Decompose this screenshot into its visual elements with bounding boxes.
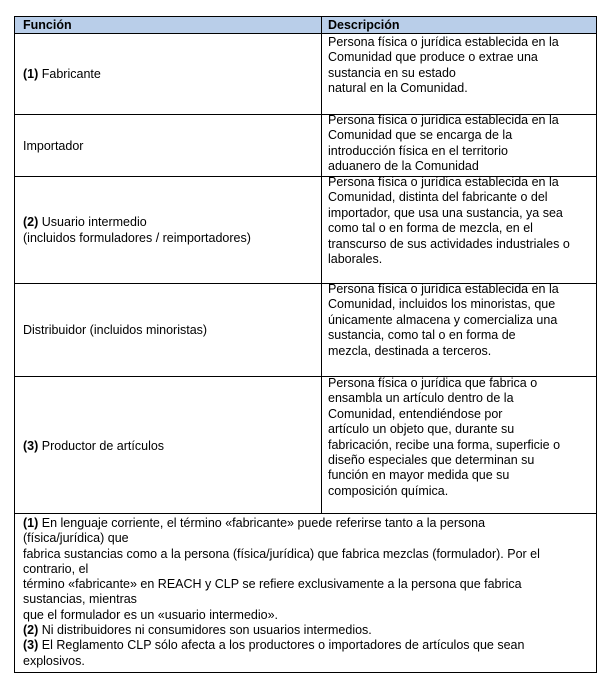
table-row-distribuidor-description: Persona física o jurídica establecida en la Comunidad, incluidos los minoristas, que únicamente almacena y comercializa una sustancia, como tal o en forma de mezcla, destinada a terceros.	[328, 282, 559, 358]
table-row-fabricante-description: Persona física o jurídica establecida en la Comunidad que produce o extrae una sustancia en su estado natural en la Comunidad.	[328, 35, 559, 96]
footnote-ref: (3)	[23, 438, 39, 453]
footnote-2	[23, 623, 588, 638]
footnotes	[14, 513, 597, 673]
function-label: Fabricante	[41, 67, 101, 81]
function-sublabel: (incluidos formuladores / reimportadores)	[23, 231, 251, 245]
footnote-number: (1)	[23, 516, 39, 530]
table-row-usuario-description: Persona física o jurídica establecida en la Comunidad, distinta del fabricante o del importador, que usa una sustancia, ya sea como tal o en forma de mezcla, en el transcurso de sus actividades industriales o laborales.	[328, 175, 570, 267]
function-label: Importador	[23, 138, 84, 153]
table-row-importador-function	[15, 115, 321, 176]
footnote-number: (3)	[23, 638, 39, 653]
header-funcion: Función	[23, 18, 72, 32]
footnote-number: (2)	[23, 623, 39, 638]
footnote-1	[23, 516, 588, 623]
roles-table	[14, 16, 597, 514]
table-row-productor-function	[15, 377, 321, 514]
table-row-distribuidor-function	[15, 284, 321, 376]
footnote-3	[23, 638, 588, 669]
footnote-ref: (1)	[23, 67, 39, 81]
footnote-text: Ni distribuidores ni consumidores son usuarios intermedios.	[38, 623, 372, 638]
footnote-text: El Reglamento CLP sólo afecta a los productores o importadores de artículos que sean explosivos.	[23, 638, 525, 668]
table-header	[15, 17, 596, 33]
table-row-importador-description: Persona física o jurídica establecida en la Comunidad que se encarga de la introducción física en el territorio aduanero de la Comunidad	[328, 113, 559, 174]
table-row-fabricante-function	[15, 34, 321, 114]
footnote-text: En lenguaje corriente, el término «fabricante» puede referirse tanto a la persona (física/jurídica) que fabrica sustancias como a la persona (física/jurídica) que fabrica mezclas (formulador). Por el contrario, el término «fabricante» en REACH y CLP se refiere exclusivamente a la persona que fabrica sustancias, mientras que el formulador es un «usuario intermedio».	[23, 516, 540, 622]
header-descripcion: Descripción	[328, 18, 400, 32]
function-label: Usuario intermedio	[41, 215, 147, 229]
table-row-usuario-function	[15, 177, 321, 283]
function-label: Distribuidor (incluidos minoristas)	[23, 323, 208, 337]
function-label: Productor de artículos	[41, 438, 165, 453]
footnote-ref: (2)	[23, 215, 39, 229]
table-row-productor-description: Persona física o jurídica que fabrica o ensambla un artículo dentro de la Comunidad, entendiéndose por artículo un objeto que, durante su fabricación, recibe una forma, superficie o diseño especiales que determinan su función en mayor medida que su composición química.	[328, 376, 561, 498]
